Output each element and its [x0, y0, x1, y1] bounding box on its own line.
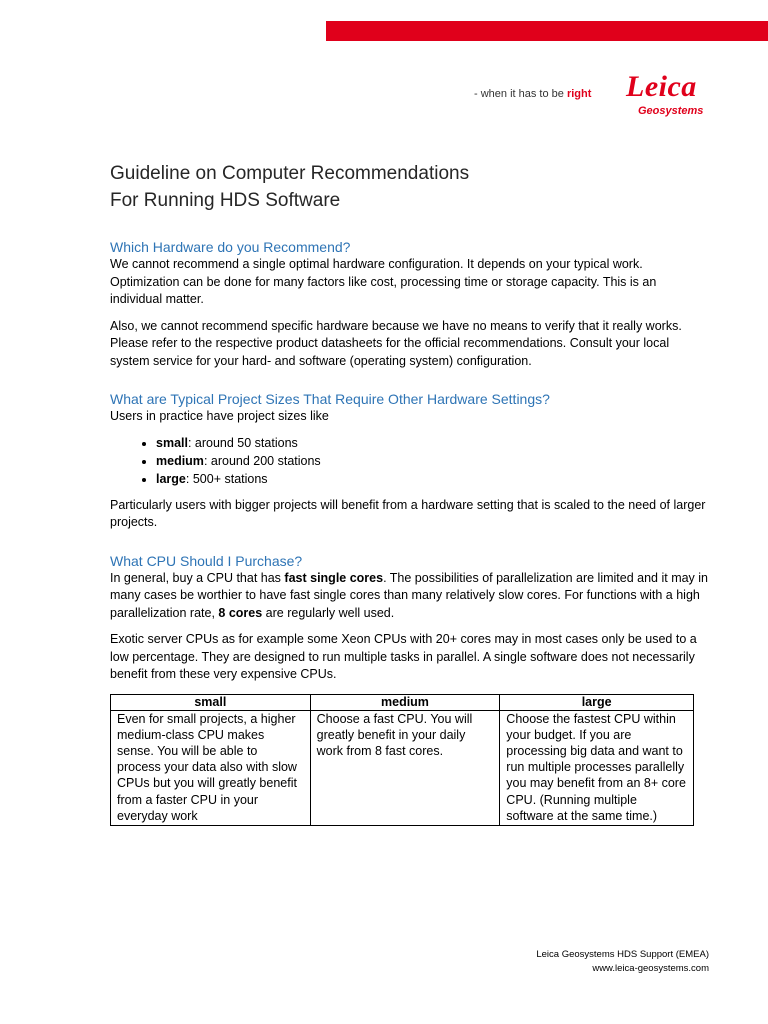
text-run: are regularly well used. — [262, 605, 395, 620]
tagline-prefix: - when it has to be — [474, 88, 564, 100]
table-cell: Choose the fastest CPU within your budget. If you are processing big data and want to run multiple processes parallelly you may benefit from an 8+ core CPU. (Running multiple software at the same time.) — [500, 710, 694, 825]
paragraph: Also, we cannot recommend specific hardware because we have no means to verify that it really works. Please refer to the respective product datasheets for the official recommendations. Consult your local system service for your hard- and software (operating system) configuration. — [110, 318, 682, 368]
list-term: small — [156, 435, 188, 450]
page-footer — [536, 948, 709, 976]
list-item — [156, 434, 710, 452]
table-cell: Even for small projects, a higher medium-class CPU makes sense. You will be able to process your data also with slow CPUs but you will greatly benefit from a faster CPU in your everyday work — [111, 710, 311, 825]
list-item — [156, 452, 710, 470]
leica-logo — [626, 70, 712, 122]
document-body — [110, 160, 710, 826]
logo-wordmark: Leica — [626, 70, 697, 103]
paragraph: Exotic server CPUs as for example some Xeon CPUs with 20+ cores may in most cases only be used to a low percentage. They are designed to run multiple tasks in parallel. A single software does not necessarily benefit from these very expensive CPUs. — [110, 632, 697, 681]
section-heading-hardware: Which Hardware do you Recommend? — [110, 239, 351, 255]
brand-tagline — [474, 88, 591, 100]
section-cpu — [110, 552, 710, 826]
section-heading-sizes: What are Typical Project Sizes That Require Other Hardware Settings? — [110, 391, 550, 407]
tagline-highlight: right — [566, 88, 592, 100]
list-item — [156, 470, 710, 488]
footer-support-line: Leica Geosystems HDS Support (EMEA) — [536, 949, 709, 960]
table-header: large — [500, 694, 694, 710]
paragraph — [110, 570, 710, 623]
text-run: In general, buy a CPU that has — [110, 570, 285, 585]
list-term: large — [156, 471, 186, 486]
section-hardware — [110, 238, 710, 370]
list-desc: : 500+ stations — [185, 471, 268, 486]
title-line-1: Guideline on Computer Recommendations — [110, 163, 470, 184]
table-header: small — [111, 694, 311, 710]
paragraph: Particularly users with bigger projects will benefit from a hardware setting that is scaled to the need of larger projects. — [110, 497, 706, 529]
list-desc: : around 200 stations — [203, 453, 321, 468]
title-line-2: For Running HDS Software — [110, 190, 341, 211]
table-cell: Choose a fast CPU. You will greatly benefit in your daily work from 8 fast cores. — [310, 710, 500, 825]
cpu-recommendation-table — [110, 694, 694, 826]
section-heading-cpu: What CPU Should I Purchase? — [110, 552, 303, 569]
section-project-sizes — [110, 390, 710, 532]
page-title — [110, 160, 710, 214]
list-term: medium — [156, 453, 204, 468]
emphasis: fast single cores — [284, 570, 384, 585]
footer-url: www.leica-geosystems.com — [592, 963, 709, 974]
paragraph: We cannot recommend a single optimal hardware configuration. It depends on your typical work. Optimization can be done for many factors like cost, processing time or storage capacity. This is an individual matter. — [110, 257, 657, 306]
table-header: medium — [310, 694, 500, 710]
text-run: . The possibilities of parallelization are limited and it may in many cases be worthier to have fast single cores than many relatively slow cores. For functions with a high parallelization rate, — [110, 570, 709, 620]
project-size-list — [110, 434, 710, 488]
header-red-bar — [326, 21, 768, 41]
list-desc: : around 50 stations — [187, 435, 298, 450]
paragraph: Users in practice have project sizes like — [110, 409, 329, 423]
table-row — [111, 710, 694, 825]
table-header-row — [111, 694, 694, 710]
emphasis: 8 cores — [218, 605, 263, 620]
logo-subtitle: Geosystems — [638, 105, 704, 117]
